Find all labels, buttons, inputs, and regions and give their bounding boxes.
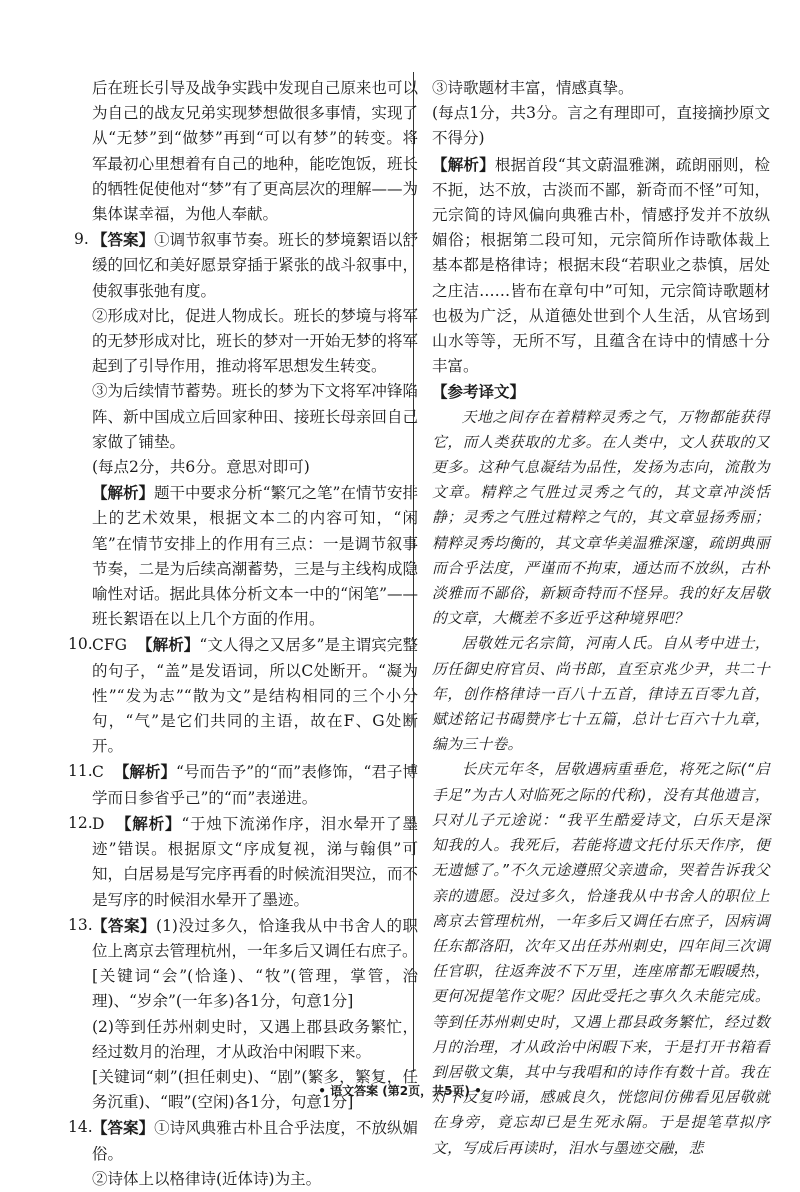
q12-analysis: “于烛下流涕作序，泪水晕开了墨迹”错误。根据原文“序成复视，涕与翰俱”可知，白居易是写完序再看的时候流泪哭泣，而不是写序的时候泪水晕开了墨迹。 — [92, 814, 418, 909]
q14-answer-tag: 【答案】 — [92, 1118, 155, 1138]
translation-para-2: 居敬姓元名宗简，河南人氏。自从考中进士，历任御史府官员、尚书郎，直至京兆少尹，共二十年，创作格律诗一百八十五首，律诗五百零九首，赋述铭记书碣赞序七十五篇，总计七百六十九章，编为三十卷。 — [432, 635, 770, 754]
q12-answer — [68, 811, 418, 913]
q12-choice: D — [92, 814, 105, 833]
q14-analysis-tag: 【解析】 — [432, 154, 495, 174]
q14-analysis: 根据首段“其文蔚温雅渊，疏朗丽则，检不扼，达不放，古淡而不鄙，新奇而不怪”可知，元宗简的诗风偏向典雅古朴，情感抒发并不放纵媚俗；根据第二段可知，元宗简所作诗歌体裁上基本都是格律诗；根据末段“若职业之恭慎，居处之庄洁……皆布在章句中”可知，元宗简诗歌题材也极为广泛，从道德处世到个人生活，从官场到山水等等，无所不写，且蕴含在诗中的情感十分丰富。 — [432, 155, 770, 376]
q9-number: 9. — [74, 230, 89, 249]
q14-point-1: ①诗风典雅古朴且合乎法度，不放纵媚俗。 — [92, 1119, 418, 1163]
translation-para-1: 天地之间存在着精粹灵秀之气，万物都能获得它，而人类获取的尤多。在人类中，文人获取的又更多。这种气息凝结为品性，发扬为志向，流散为文章。精粹之气胜过灵秀之气的，其文章冲淡恬静；灵秀之气胜过精粹之气的，其文章显扬秀丽；精粹灵秀均衡的，其文章华美温雅深邃，疏朗典丽而合乎法度，严谨而不拘束，通达而不放纵，古朴淡雅而不鄙俗，新颖奇特而不怪异。我的好友居敬的文章，大概差不多近乎这种境界吧？ — [432, 408, 770, 628]
q9-answer — [74, 227, 418, 632]
q8-continuation: 后在班长引导及战争实践中发现自己原来也可以为自己的战友兄弟实现梦想做很多事情，实现了从“无梦”到“做梦”再到“可以有梦”的转变。将军最初心里想着有自己的地种，能吃饱饭，班长的牺牲促使他对“梦”有了更高层次的理解——为集体谋幸福，为他人奉献。 — [92, 79, 418, 224]
q11-answer — [68, 759, 418, 810]
q13-sentence-2: (2)等到任苏州刺史时，又遇上郡县政务繁忙，经过数月的治理，才从政治中闲暇下来。 — [92, 1017, 418, 1061]
q9-point-2: ②形成对比，促进人物成长。班长的梦境与将军的无梦形成对比，班长的梦对一开始无梦的将军起到了引导作用，推动将军思想发生转变。 — [92, 306, 418, 376]
q14-number: 14. — [68, 1118, 93, 1137]
q9-answer-tag: 【答案】 — [92, 230, 155, 250]
q14-point-2: ②诗体上以格律诗(近体诗)为主。 — [92, 1169, 322, 1188]
q10-number: 10. — [68, 635, 93, 654]
translation-para-3: 长庆元年冬，居敬遇病重垂危，将死之际(“启手足”为古人对临死之际的代称)，没有其他遗言，只对儿子元途说：“我平生酷爱诗文，白乐天是深知我的人。我死后，若能将遗文托付乐天作序，便无遗憾了。”不久元途遵照父亲遗命，哭着告诉我父亲的遗愿。没过多久，恰逢我从中书舍人的职位上离京去管理杭州，一年多后又调任右庶子，因病调任东都洛阳，次年又出任苏州刺史，四年间三次调任官职，往返奔波不下万里，连座席都无暇暖热，更何况提笔作文呢？因此受托之事久久未能完成。等到任苏州刺史时，又遇上郡县政务繁忙，经过数月的治理，才从政治中闲暇下来，于是打开书箱看到居敬文集，其中与我唱和的诗作有数十首。我在灯下反复吟诵，感戚良久，恍惚间仿佛看见居敬就在身旁，竟忘却已是生死永隔。于是提笔草拟序文，写成后再读时，泪水与墨迹交融，悲 — [432, 761, 770, 1157]
q9-point-1: ①调节叙事节奏。班长的梦境絮语以舒缓的回忆和美好愿景穿插于紧张的战斗叙事中，使叙事张弛有度。 — [92, 231, 418, 300]
q13-number: 13. — [68, 915, 93, 934]
q11-analysis: “号而告予”的“而”表修饰，“君子博学而日参省乎己”的“而”表递进。 — [92, 763, 418, 807]
q13-sentence-1: (1)没过多久，恰逢我从中书舍人的职位上离京去管理杭州，一年多后又调任右庶子。 — [92, 916, 418, 960]
q13-answer-tag: 【答案】 — [92, 915, 157, 935]
q14-score-note: (每点1分，共3分。言之有理即可，直接摘抄原文不得分) — [432, 104, 770, 148]
q9-point-3: ③为后续情节蓄势。班长的梦为下文将军冲锋陷阵、新中国成立后回家种田、接班长母亲回自己家做了铺垫。 — [92, 382, 418, 451]
q12-number: 12. — [68, 813, 93, 832]
q9-score-note: (每点2分，共6分。意思对即可) — [92, 458, 310, 477]
q14-point-3: ③诗歌题材丰富，情感真挚。 — [432, 79, 634, 97]
q13-keywords-2: [关键词“刺”(担任刺史)、“剧”(繁多，繁复，任务沉重)、“暇”(空闲)各1分，句意1分] — [92, 1067, 418, 1112]
q11-choice: C — [92, 763, 104, 782]
right-column — [432, 76, 770, 1161]
q10-analysis: “文人得之又居多”是主谓宾完整的句子，“盖”是发语词，所以C处断开。“凝为性”“发为志”“散为文”是结构相同的三个小分句，“气”是它们共同的主语，故在F、G处断开。 — [92, 636, 418, 756]
q12-analysis-tag: 【解析】 — [115, 813, 182, 833]
q9-analysis-tag: 【解析】 — [92, 483, 155, 503]
left-column — [68, 76, 418, 1192]
q10-analysis-tag: 【解析】 — [137, 635, 200, 655]
translation-heading: 【参考译文】 — [432, 382, 526, 402]
page-footer: • 语文答案 (第2页，共5页) • — [318, 1084, 482, 1098]
q9-analysis: 题干中要求分析“繁冗之笔”在情节安排上的艺术效果，根据文本二的内容可知，“闲笔”在情节安排上的作用有三点：一是调节叙事节奏，二是为后续高潮蓄势，三是与主线构成隐喻性对话。据此具体分析文本一中的“闲笔”——班长絮语在以上几个方面的作用。 — [92, 484, 418, 629]
q14-answer — [68, 1115, 418, 1192]
q11-analysis-tag: 【解析】 — [113, 762, 177, 782]
q10-choice: CFG — [92, 636, 127, 655]
q11-number: 11. — [68, 762, 93, 781]
q13-keywords-1: [关键词“会”(恰逢)、“牧”(管理，掌管，治理)、“岁余”(一年多)各1分，句意1分] — [92, 967, 418, 1011]
q10-answer — [68, 632, 418, 759]
